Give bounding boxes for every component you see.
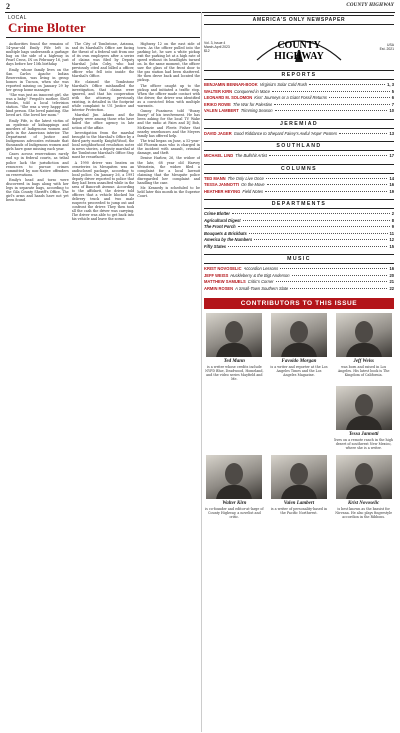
toc-page-number: 9 xyxy=(391,224,394,229)
toc-leader-dots xyxy=(309,84,385,85)
toc-title: The Bullshit Artist xyxy=(235,153,267,158)
toc-page-number: 11 xyxy=(389,230,394,236)
toc-title: Field Notes xyxy=(242,188,264,194)
portrait-body xyxy=(281,485,317,499)
article-columns xyxy=(6,42,200,727)
contributor-bio: is co-founder and editor-at-large of County Highway, a novelist and critic. xyxy=(205,507,264,519)
toc-page-number: 7 xyxy=(391,101,394,107)
contributor-card xyxy=(333,386,394,450)
toc-title: The Only Live Once xyxy=(227,175,264,181)
toc-list xyxy=(204,153,394,160)
toc-title: The Front Porch xyxy=(204,224,236,229)
article-column-2 xyxy=(72,42,135,727)
toc-page-number: 22 xyxy=(389,285,394,291)
toc-section-heading: DEPARTMENTS xyxy=(204,199,394,209)
portrait-head xyxy=(355,394,373,416)
contributor-name: Favoido Morgan xyxy=(281,359,317,364)
toc-entry[interactable] xyxy=(204,244,394,251)
toc-title: Kiss' Journeys or a Giant Fossil Returns xyxy=(254,95,327,100)
toc-leader-dots xyxy=(266,178,388,179)
toc-section-heading: SOUTHLAND xyxy=(204,141,394,151)
portrait-head xyxy=(290,463,308,485)
portrait-body xyxy=(281,343,317,357)
contributor-bio: lives on a remote ranch in the high desert of southwest New Mexico, where she is a writer. xyxy=(334,438,393,450)
toc-page-number: 5 xyxy=(391,88,394,94)
toc-section-heading: COLUMNS xyxy=(204,164,394,174)
article-paragraph: Marshal Jim Adams and the deputy were among those who have failed the office agency in late action of the affair. xyxy=(71,113,135,130)
contributors-heading: CONTRIBUTORS TO THIS ISSUE xyxy=(204,298,394,309)
toc-leader-dots xyxy=(339,133,387,134)
toc-page-number: 6 xyxy=(391,95,394,100)
article-paragraph: Denise Harlow, 26, the widow of the late, 68 year old Harvey Weinstein, the widow filed a complaint for a local lawsuit claiming that the Mesquite police disregarded her complaint and handling the case. xyxy=(137,156,200,185)
contributor-card xyxy=(269,386,330,450)
toc-author: ARMIN ROSEN xyxy=(204,285,234,291)
contributor-card xyxy=(204,386,265,450)
portrait-body xyxy=(216,343,252,357)
contributor-photo xyxy=(206,455,262,499)
portrait-head xyxy=(355,321,373,343)
portrait-head xyxy=(290,321,308,343)
toc-title: Agricultural Digest xyxy=(204,217,241,223)
toc-leader-dots xyxy=(292,275,388,276)
contributor-bio: is a writer of personality-based in the Pacific Northwest. xyxy=(270,507,328,515)
toc-author: MATTHEW SAMUELS xyxy=(204,279,246,284)
title-rule xyxy=(6,37,200,38)
portrait-head xyxy=(355,463,373,485)
toc-list xyxy=(204,82,394,115)
portrait-body xyxy=(346,343,382,357)
article-paragraph: Highway 12 on the east side of town. As the officer pulled into the parking lot, he saw a white pickup exit the parking lot at a high rate of speed without its headlights turned on. In the same moment, the officer saw the glass of the front door to the gas station had been shattered. He then drove back and located the pickup. xyxy=(137,42,200,83)
toc-title: Accordion Lessons xyxy=(243,266,279,271)
toc-leader-dots xyxy=(280,268,387,269)
portrait-head xyxy=(225,463,243,485)
masthead-right xyxy=(356,43,394,51)
contributor-bio: is a writer whose credits include NYPD Blue, Deadwood, Homeland, and the video series Mayfield and Me. xyxy=(205,365,264,381)
toc-author: MICHAEL LIND xyxy=(204,153,234,158)
contributor-photo xyxy=(336,386,392,430)
toc-page-number: 14 xyxy=(389,175,394,181)
contributor-photo xyxy=(336,455,392,499)
contributor-bio: is best known as the bassist for Nirvana. He also plays fingerstyle accordion in the Ribbons. xyxy=(335,507,393,519)
toc-list xyxy=(204,176,394,196)
article-paragraph: Gunny Fuzziness told "Buzzy Buzzy" of his involvement. He has been asking for the local TV Wake and the radio at Fairs and DJ Bob, McKenzie and Fleets Fisher that nearby warehouses and the Meyers family has offered help. xyxy=(137,109,200,138)
contributor-name: Jeff Weiss xyxy=(353,359,375,364)
toc-author: DAVID JAGER xyxy=(204,130,232,136)
toc-page-number: 1, 3 xyxy=(387,82,394,87)
issue-info xyxy=(204,41,242,54)
logo-word-highway: HIGHWAY xyxy=(274,51,324,62)
article-paragraph: Investigation from the marshal brought to the Marshal's Office by a third party mostly, Knight/Wood, the local neighborhood resolution notes in news stories, a deputy marshal at the Tombstone Marshal's Office Stop must be resurfaced. xyxy=(71,130,135,160)
toc-title: The War for Palestine xyxy=(232,101,273,107)
toc-leader-dots xyxy=(265,191,387,192)
toc-page-number: 10 xyxy=(389,108,394,113)
portrait-body xyxy=(216,485,252,499)
toc-title: Virginia's Solar Cold Rush xyxy=(259,82,308,87)
toc-title: Huckleberry & the Bigt Anderson xyxy=(230,272,290,278)
contributor-photo xyxy=(206,313,262,357)
toc-author: JEFF WEISS xyxy=(204,272,229,278)
toc-page-number: 19 xyxy=(389,188,394,194)
contributor-name: Tessa Jannotti xyxy=(348,432,379,437)
masthead-country: USA xyxy=(387,42,394,47)
top-rule xyxy=(5,12,395,13)
toc-section-heading: REPORTS xyxy=(204,70,394,80)
toc-author: HEATHER HEYING xyxy=(204,188,241,194)
toc-author: KRIST NOVOSELIC xyxy=(204,266,242,271)
toc-page-number: 16 xyxy=(389,266,394,271)
toc-leader-dots xyxy=(269,155,387,156)
contributor-name: Valen Lambert xyxy=(283,501,315,506)
contributor-bio: was born and raised in Los Angeles. His latest book is The Kingdom of California. xyxy=(337,365,390,377)
article-column-3 xyxy=(137,42,200,727)
contributor-photo xyxy=(271,455,327,499)
toc-list xyxy=(204,211,394,250)
toc-title: Fifty States xyxy=(204,243,227,249)
issue-cover-toc xyxy=(204,15,394,727)
toc-page-number: 20 xyxy=(389,272,394,278)
toc-leader-dots xyxy=(275,110,388,111)
toc-author: TESSA JANNOTTI xyxy=(204,182,240,187)
table-of-contents xyxy=(204,70,394,292)
toc-author: LEONARD M. SOLOMON xyxy=(204,95,253,100)
toc-title: Crime Blotter xyxy=(204,211,230,216)
toc-leader-dots xyxy=(272,91,390,92)
contributor-bio: is a writer and reporter at the Los Angeles Times and the Los Angeles Magazine. xyxy=(270,365,328,377)
toc-author: VALEN LAMBERT xyxy=(204,108,239,113)
contributor-photo xyxy=(271,313,327,357)
toc-leader-dots xyxy=(228,246,387,247)
toc-title: Bouquets & Brickbats xyxy=(204,230,247,236)
page-number: 2 xyxy=(6,2,10,11)
toc-list xyxy=(204,266,394,292)
masthead xyxy=(204,28,394,66)
contributor-card xyxy=(333,455,394,519)
article-paragraph: He claimed the Tombstone Marshal's Office mishandled the investigation, that claims were ignored, and that his cooperation with the attorney, previously existing, is detailed in the footprint while complaint to US Justice and Interior Protection. xyxy=(71,79,135,113)
toc-leader-dots xyxy=(276,281,388,282)
contributors-grid xyxy=(204,313,394,519)
article-paragraph: The City of Tombstone, Arizona, and its Marshall's Office are facing the threat of a federal suit from one of its own employees after a series of claims was filed by Deputy Marshal John Coby, who had previously cited and billed a officer, officer who fell into inside the Marshal's Office. xyxy=(71,42,135,79)
article-column-1 xyxy=(6,42,69,727)
toc-section-heading: JEREMIAD xyxy=(204,119,394,129)
toc-page-number: 21 xyxy=(389,279,394,284)
toc-author: BENJAMIN BENNAR-BOOK xyxy=(204,82,258,87)
contributor-card xyxy=(269,455,330,519)
contributor-name: Krist Novoselic xyxy=(348,501,380,506)
article-paragraph: Cases across reservations rarely end up in federal courts, as tribal police lack the jurisdiction and resources to pursue crimes committed by non-Native offenders on reservations. xyxy=(6,152,69,177)
contributor-card xyxy=(204,313,265,381)
toc-leader-dots xyxy=(249,233,388,234)
toc-list xyxy=(204,131,394,138)
logo-word-county: COUNTY xyxy=(277,40,321,51)
toc-page-number: 17 xyxy=(389,153,394,158)
photo-placeholder xyxy=(271,386,327,430)
toc-leader-dots xyxy=(232,213,390,214)
contributor-name: Ted Mann xyxy=(223,359,245,364)
section-title: Crime Blotter xyxy=(8,20,86,35)
portrait-body xyxy=(346,485,382,499)
toc-leader-dots xyxy=(329,97,390,98)
toc-entry[interactable] xyxy=(204,189,394,196)
toc-entry[interactable] xyxy=(204,153,394,160)
masthead-established: Est. 2021 xyxy=(379,47,394,51)
toc-page-number: 15 xyxy=(389,243,394,249)
contributor-name: Walter Kirn xyxy=(222,501,247,506)
section-kicker: LOCAL xyxy=(8,15,27,21)
article-paragraph: Emily's head and torso were discovered in bags along with her legs in separate bags, according to the Gila County Sheriff's Office. The girl's arms and hands have not yet been found. xyxy=(6,177,69,203)
article-paragraph: A 1990 driver was beaten on cemeteries in Mesquiten was an undisclosed package, according to local police. On January 26, a 1991 deputy driver reported to police that they had been assaulted while in the area of Bancroft Avenue. According to the affidavit, the driver told officers that a vehicle blocked his delivery truck and two male suspects proceeded to jump out and confront the driver. They then took all the cash the driver was carrying. The driver was able to get back into his vehicle and leave the scene. xyxy=(71,160,135,222)
issue-price: $12 xyxy=(204,49,210,54)
toc-entry[interactable] xyxy=(204,108,394,115)
toc-leader-dots xyxy=(238,226,390,227)
toc-title: Conquered in Mace xyxy=(234,88,270,94)
running-head: COUNTY HIGHWAY xyxy=(346,3,394,8)
issue-volume: Vol. 3, Issue 4 xyxy=(204,40,226,45)
article-paragraph: The trial began on June, a 52-year-old Phoenix man who is charged in the incident with assault, criminal damage, and theft. xyxy=(137,138,200,156)
toc-page-number: 16 xyxy=(389,182,394,187)
center-fold xyxy=(201,12,202,732)
toc-leader-dots xyxy=(243,220,390,221)
photo-placeholder xyxy=(206,386,262,430)
toc-author: WALTER KIRN xyxy=(204,88,233,94)
article-paragraph: Authorities found the remains of 14-year-old Emily Fife left in multiple bags underneath a garbage bag on the side of a highway in Pearl Cross, IN on February 16, just days before her 15th birthday. xyxy=(6,42,69,67)
article-paragraph: Mr. Kennedy is scheduled to be held later this month in the Superior Court. xyxy=(137,186,200,199)
toc-page-number: 12 xyxy=(389,237,394,242)
toc-title: Good Riddance to Shepard Fairey's Awful 'Hope' Posters xyxy=(233,130,338,136)
toc-title: America by the Numbers xyxy=(204,237,253,242)
crime-blotter-article xyxy=(6,15,200,727)
article-paragraph: Emily, whose family lives on the San Carlos Apache Indian Reservation, was living in group homes in Tucson, when she was reported missing on January 29 by her group home manager. xyxy=(6,67,69,92)
toc-leader-dots xyxy=(267,184,388,185)
contributor-photo xyxy=(336,313,392,357)
toc-entry[interactable] xyxy=(204,131,394,138)
toc-leader-dots xyxy=(254,239,387,240)
county-highway-logo xyxy=(251,28,347,66)
toc-title: A Small-Town Southern Slate xyxy=(235,285,289,291)
toc-leader-dots xyxy=(290,288,387,289)
issue-date: March-April 2023 xyxy=(204,44,230,49)
masthead-tagline: AMERICA'S ONLY NEWSPAPER xyxy=(204,15,394,25)
toc-leader-dots xyxy=(274,104,389,105)
portrait-body xyxy=(346,416,382,430)
toc-page-number: 8 xyxy=(391,217,394,223)
toc-page-number: 2 xyxy=(391,211,394,216)
toc-page-number: 13 xyxy=(389,130,394,136)
article-paragraph: The officer caught up to the pickup and initiated a traffic stop. When the officer made contact with the driver, the driver was identified as a convicted felon with multiple warrants. xyxy=(137,83,200,108)
contributor-card xyxy=(269,313,330,381)
toc-title: Trimming Season xyxy=(240,108,273,113)
portrait-head xyxy=(225,321,243,343)
toc-section-heading: MUSIC xyxy=(204,254,394,264)
toc-author: ERIKO ROWE xyxy=(204,101,231,107)
toc-entry[interactable] xyxy=(204,286,394,293)
contributor-card xyxy=(333,313,394,381)
toc-title: Critic's Corner xyxy=(247,279,274,284)
toc-title: On the Move xyxy=(241,182,265,187)
article-paragraph: Emily Fife, is the latest victim of an epidemic of kidnappings and murders of Indigenous women and girls in the American interior. The Department of Justice and Indigenous advocates estimate that thousands of Indigenous women and girls have gone missing each year. xyxy=(6,118,69,152)
contributor-card xyxy=(204,455,265,519)
toc-author: TED MANN xyxy=(204,175,226,181)
article-paragraph: "She was just an innocent girl, she was a baby," Fregoli's mother, Shell Brooks, told a local television station. "She was a very happy and kind person. She loved painting. She loved art. She loved her mom." xyxy=(6,93,69,118)
